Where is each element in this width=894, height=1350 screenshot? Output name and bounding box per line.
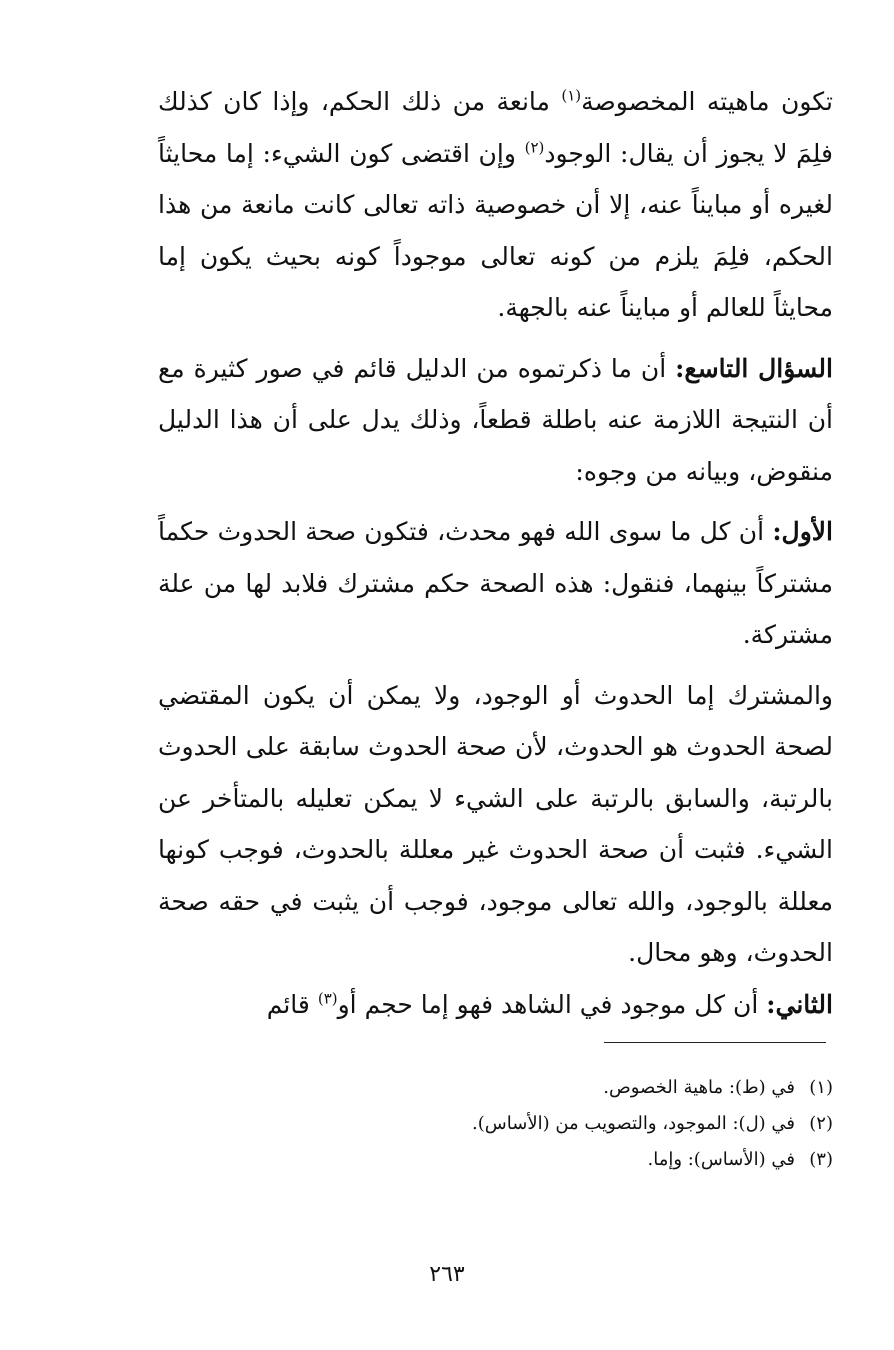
paragraph-text: أن ما ذكرتموه من الدليل قائم في صور كثيرة مع أن النتيجة اللازمة عنه باطلة قطعاً، وذلك يدل على أن هذا الدليل منقوض، وبيانه من وجوه: — [158, 353, 833, 486]
paragraph-text: والمشترك إما الحدوث أو الوجود، ولا يمكن أن يكون المقتضي لصحة الحدوث هو الحدوث، لأن صحة الحدوث سابقة على الحدوث بالرتبة، والسابق بالرتبة على الشيء لا يمكن تعليله بالمتأخر عن الشيء. فثبت أن صحة الحدوث غير معللة بالحدوث، فوجب كونها معللة بالوجود، والله تعالى موجود، فوجب أن يثبت في حقه صحة الحدوث، وهو محال. — [158, 680, 833, 967]
paragraph-first — [158, 506, 833, 661]
footnote-number: (٣) — [809, 1149, 833, 1170]
paragraph-heading: السؤال التاسع: — [675, 353, 833, 383]
paragraph-1 — [158, 76, 833, 334]
paragraph-second — [158, 979, 833, 1031]
footnote-text: في (ط): ماهية الخصوص. — [603, 1077, 795, 1098]
footnote-2 — [380, 1106, 833, 1142]
footnote-number: (١) — [809, 1077, 833, 1098]
footnote-ref-2[interactable]: (٢) — [524, 138, 545, 157]
footnote-ref-1[interactable]: (١) — [561, 86, 582, 105]
footnote-text: في (ل): الموجود، والتصويب من (الأساس). — [472, 1113, 795, 1134]
paragraph-text: أن كل ما سوى الله فهو محدث، فتكون صحة الحدوث حكماً مشتركاً بينهما، فنقول: هذه الصحة حكم مشترك فلابد لها من علة مشتركة. — [158, 517, 833, 649]
paragraph-text: مانعة من ذلك الحكم، وإذا كان كذلك فلِمَ لا يجوز أن يقال: الوجود — [158, 87, 833, 168]
footnote-ref-3[interactable]: (٣) — [317, 989, 338, 1008]
paragraph-text: تكون ماهيته المخصوصة — [581, 87, 833, 116]
page-number: ٢٦٣ — [429, 1262, 465, 1287]
footnote-1 — [380, 1070, 833, 1106]
paragraph-heading: الثاني: — [766, 989, 833, 1019]
paragraph-heading: الأول: — [772, 517, 833, 546]
paragraph-text: قائم — [266, 989, 318, 1019]
paragraph-text: وإن اقتضى كون الشيء: إما محايثاً لغيره أو مبايناً عنه، إلا أن خصوصية ذاته تعالى كانت مانعة من هذا الحكم، فلِمَ يلزم من كونه تعالى موجوداً كونه بحيث يكون إما محايثاً للعالم أو مبايناً عنه بالجهة. — [158, 138, 833, 322]
paragraph-shared — [158, 670, 833, 979]
paragraph-question-9 — [158, 343, 833, 498]
footnotes — [380, 1070, 833, 1178]
footnote-number: (٢) — [809, 1113, 833, 1134]
footnote-divider — [604, 1042, 826, 1043]
main-text — [158, 76, 833, 1030]
footnote-3 — [380, 1142, 833, 1178]
paragraph-text: أن كل موجود في الشاهد فهو إما حجم أو — [337, 989, 767, 1019]
footnote-text: في (الأساس): وإما. — [647, 1149, 795, 1170]
